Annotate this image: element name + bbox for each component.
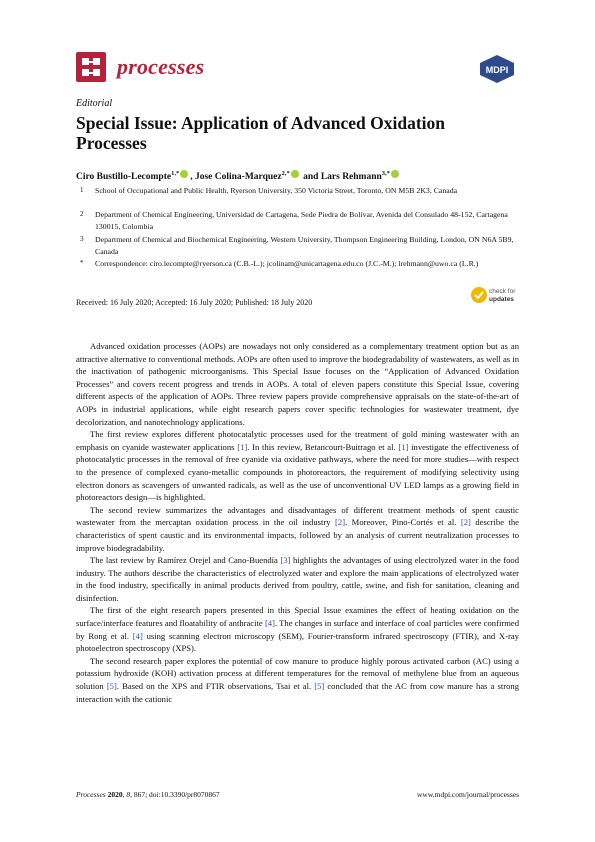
paragraph-text: The second review summarizes the advantages and disadvantages of different treatment methods of spent caustic wastewater from the mercaptan oxidation process in the oil industry: [76, 504, 519, 528]
affiliation-marker: 1: [80, 186, 84, 194]
correspondence-text[interactable]: Correspondence: ciro.lecompte@ryerson.ca (C.B.-L.); jcolinam@unicartagena.edu.co (J.C.-M.); lrehmann@uwo.ca (L.R.): [95, 259, 479, 268]
author-affiliation-marker: 3,*: [381, 170, 390, 177]
publication-dates: Received: 16 July 2020; Accepted: 16 July 2020; Published: 18 July 2020: [76, 298, 313, 307]
affiliation-marker: 2: [80, 210, 84, 218]
footer-journal-url[interactable]: www.mdpi.com/journal/processes: [417, 790, 519, 799]
orcid-icon[interactable]: [291, 170, 299, 178]
check-updates-label: check for: [489, 288, 516, 295]
author-affiliation-marker: 2,*: [281, 170, 290, 177]
check-updates-label: updates: [489, 296, 514, 303]
orcid-icon[interactable]: [391, 170, 399, 178]
mdpi-logo-text: MDPI: [485, 65, 509, 75]
paragraph-text: describe the characteristics of spent caustic and its environmental impacts, followed by an analysis of current neutralization processes to improve biodegradability.: [76, 517, 519, 553]
body-paragraph: [76, 554, 519, 604]
paragraph-text: The last review by Ramírez Orejel and Cano-Buendía: [90, 555, 281, 566]
paragraph-text: The first review explores different photocatalytic processes used for the treatment of gold mining wastewater with an emphasis on cyanide wastewater applications: [76, 429, 519, 452]
citation-link[interactable]: [3]: [280, 555, 291, 566]
paragraph-text: . In this review, Betancourt-Buitrago et al.: [247, 441, 399, 452]
paragraph-text: The second research paper explores the potential of cow manure to produce highly porous activated carbon (AC) using a potassium hydroxide (KOH) activation process at different temperatures for the removal of methylene blue from an aqueous solution: [76, 655, 519, 692]
body-paragraph: [76, 428, 519, 504]
footer-doi[interactable]: , 867; doi:10.3390/pr8070867: [130, 790, 220, 799]
author-affiliation-marker: 1,*: [171, 170, 180, 177]
affiliation-text: Department of Chemical and Biochemical Engineering, Western University, Thompson Engineering Building, London, ON N6A 5B9, Canada: [95, 235, 514, 256]
author-name[interactable]: Jose Colina-Marquez: [194, 172, 282, 183]
author-name[interactable]: Lars Rehmann: [320, 172, 382, 183]
author-separator: and: [300, 172, 321, 183]
citation-link[interactable]: [1]: [237, 441, 248, 452]
paragraph-text: . Moreover, Pino-Cortés et al.: [345, 517, 461, 528]
author-separator: ,: [190, 172, 195, 183]
citation-link[interactable]: [1]: [398, 441, 409, 452]
paragraph-text: . Based on the XPS and FTIR observations, Tsai et al.: [116, 681, 315, 692]
paragraph-text: investigate the effectiveness of photocatalytic processes in the removal of free cyanide via oxidative pathways, where the need for more studies—with respect to the presence of complexed cyano-metallic compounds in photoreactors, the requirement of modifying selectivity using electron donors as scavengers of unwanted radicals, as well as the use of unconventional UV LED lamps as a growing field in photoreactors design—is highlighted.: [76, 441, 519, 503]
article-type: Editorial: [76, 98, 113, 109]
article-title: Special Issue: Application of Advanced Oxidation Processes: [76, 113, 446, 153]
footer-volume: 8: [126, 790, 131, 799]
citation-link[interactable]: [4]: [264, 618, 275, 629]
affiliation-text: Department of Chemical Engineering, Universidad de Cartagena, Sede Piedra de Bolívar, Avenida del Consulado 48-152, Cartagena 130015, Colombia: [95, 210, 508, 231]
footer-year: 2020: [107, 790, 123, 799]
journal-name: processes: [117, 54, 205, 79]
paragraph-text: using scanning electron microscopy (SEM), Fourier-transform infrared spectroscopy (FTIR), and X-ray photoelectron spectroscopy (XPS).: [76, 630, 519, 654]
journal-logo-icon: [76, 52, 106, 82]
paragraph-text: concluded that the AC from cow manure has a strong interaction with the cationic: [76, 681, 520, 704]
affiliation-marker: 3: [80, 235, 84, 243]
citation-link[interactable]: [4]: [132, 630, 143, 641]
check-updates-icon: [470, 285, 488, 305]
citation-link[interactable]: [2]: [335, 517, 346, 528]
body-paragraph: [76, 655, 519, 705]
author-list: [76, 170, 401, 182]
article-body: [76, 340, 519, 705]
paragraph-text: . The changes in surface and interface of coal particles were confirmed by Rong et al.: [76, 618, 519, 641]
footer-citation: Processes 2020, 8, 867; doi:10.3390/pr8070867: [76, 790, 220, 799]
footer-journal: Processes: [76, 790, 106, 799]
body-paragraph: [76, 504, 519, 554]
mdpi-logo-icon: [478, 54, 516, 84]
paragraph-text: Advanced oxidation processes (AOPs) are nowadays not only considered as a complementary treatment option but as an attractive alternative to conventional methods. AOPs are often used to improve the biodegradability of wastewaters, as well as in the inactivation of pathogenic microorganisms. This Special Issue focuses on the “Application of Advanced Oxidation Processes” and covers recent progress and trends in AOPs. A total of eleven papers constitute this Special Issue, covering different aspects of the application of AOPs. Three review papers provide comprehensive appraisals on the state-of-the-art of AOPs in industrial applications, while eight research papers cover specific technologies for wastewater treatment, dye decolorization, and nanotechnology applications.: [76, 341, 519, 427]
body-paragraph: [76, 604, 519, 654]
affiliation-text: School of Occupational and Public Health, Ryerson University, 350 Victoria Street, Toronto, ON M5B 2K3, Canada: [95, 186, 458, 195]
author-name[interactable]: Ciro Bustillo-Lecompte: [76, 172, 172, 183]
orcid-icon[interactable]: [180, 170, 188, 178]
paragraph-text: The first of the eight research papers presented in this Special Issue examines the effect of heating oxidation on the surface/interface features and floatability of anthracite: [76, 605, 519, 629]
citation-link[interactable]: [2]: [460, 517, 471, 528]
citation-link[interactable]: [5]: [106, 681, 117, 692]
citation-link[interactable]: [5]: [314, 681, 325, 692]
paragraph-text: highlights the advantages of using electrolyzed water in the food industry. The authors describe the characteristics of electrolyzed water and explore the main applications of electrolyzed water in the food industry, specifically in animal products derived from poultry, cattle, swine, and fish for sanitation, cleaning and disinfection.: [76, 555, 520, 603]
body-paragraph: [76, 340, 519, 428]
affiliation-marker: *: [80, 259, 84, 267]
